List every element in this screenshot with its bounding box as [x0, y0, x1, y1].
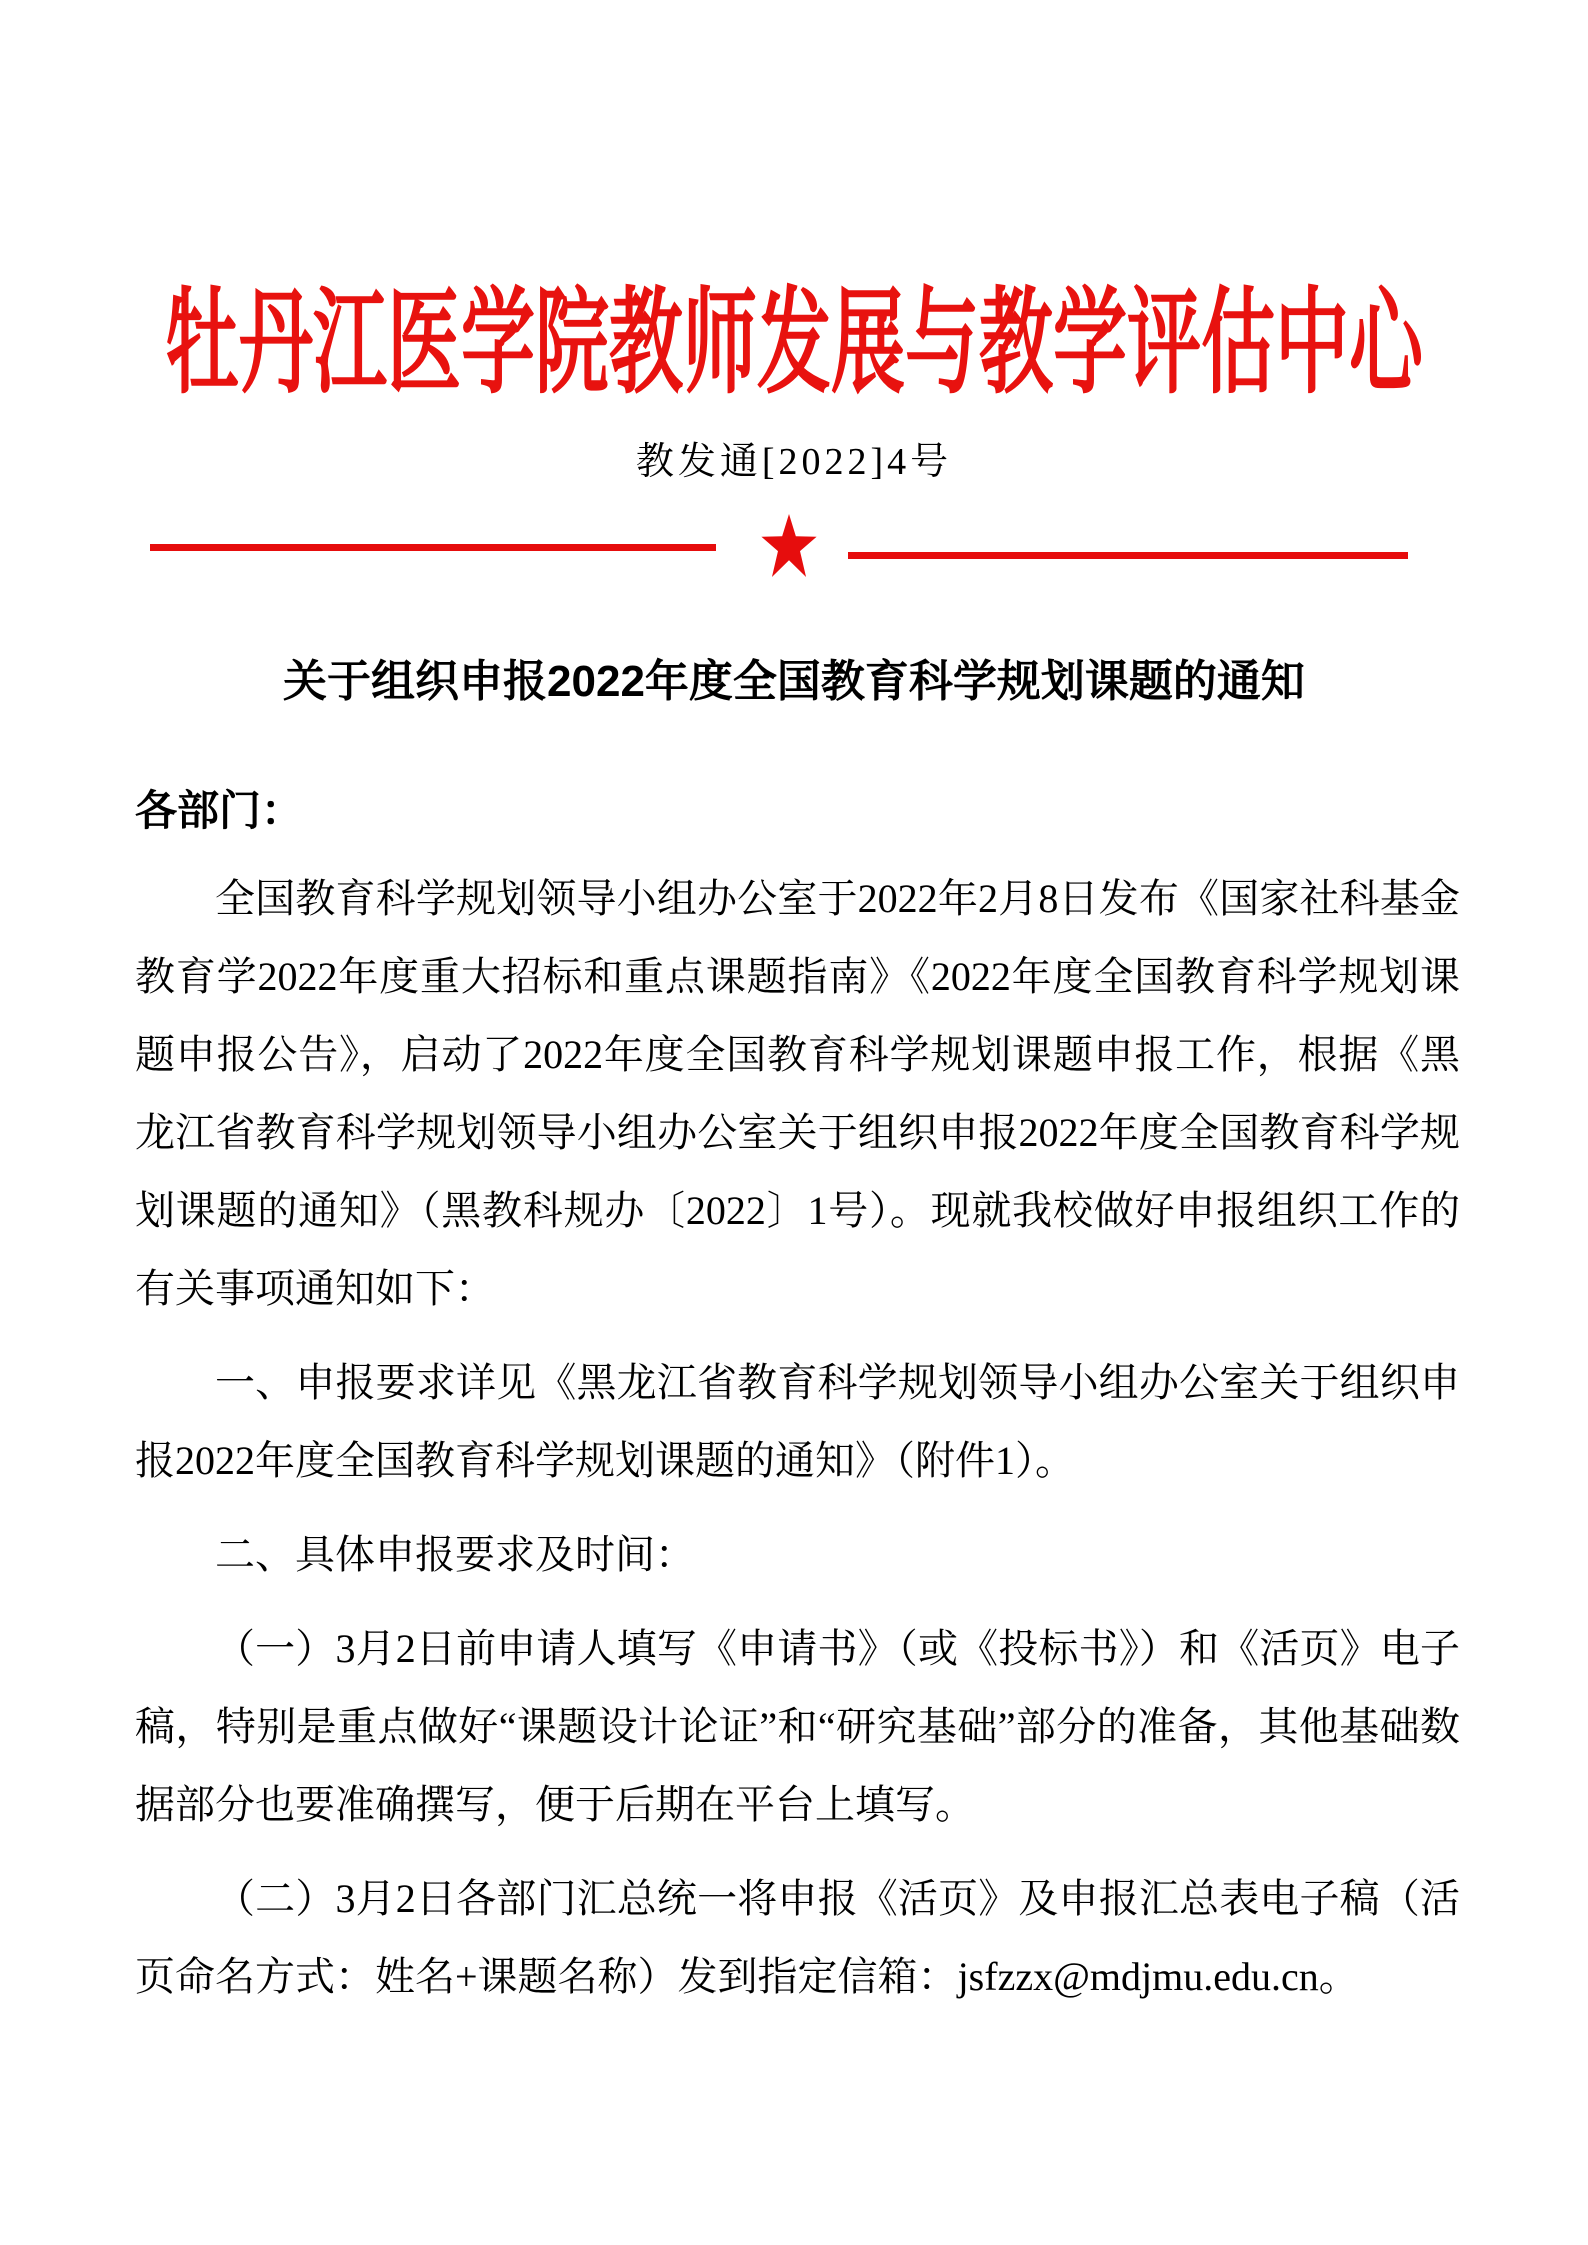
email-address: jsfzzx@mdjmu.edu.cn — [957, 1954, 1319, 1999]
paragraph-item-two: 二、具体申报要求及时间： — [215, 1532, 695, 1577]
document-title: 关于组织申报2022年度全国教育科学规划课题的通知 — [283, 657, 1305, 706]
document-body — [135, 772, 1460, 2032]
paragraph-sub-item-one: （一）3月2日前申请人填写《申请书》（或《投标书》）和《活页》电子稿，特别是重点做好“课题设计论证”和“研究基础”部分的准备，其他基础数据部分也要准确撰写，便于后期在平台上填写。 — [135, 1626, 1460, 1827]
paragraph-sub-item-two-text: （二）3月2日各部门汇总统一将申报《活页》及申报汇总表电子稿（活页命名方式：姓名+课题名称）发到指定信箱： — [135, 1876, 1460, 1999]
document-number: 教发通[2022]4号 — [635, 441, 953, 483]
red-rule-right — [848, 552, 1408, 559]
closing-period: 。 — [1318, 1954, 1359, 1999]
letterhead-org-title: 牡丹江医学院教师发展与教学评估中心 — [165, 281, 1423, 409]
red-rule-left — [150, 544, 716, 551]
paragraph-sub-item-two — [135, 1860, 1460, 2016]
red-star-icon — [760, 514, 818, 580]
salutation: 各部门： — [135, 787, 304, 834]
paragraph-intro: 全国教育科学规划领导小组办公室于2022年2月8日发布《国家社科基金教育学2022年度重大招标和重点课题指南》《2022年度全国教育科学规划课题申报公告》，启动了2022年度全国教育科学规划课题申报工作，根据《黑龙江省教育科学规划领导小组办公室关于组织申报2022年度全国教育科学规划课题的通知》（黑教科规办〔2022〕1号）。现就我校做好申报组织工作的有关事项通知如下： — [135, 876, 1460, 1311]
paragraph-item-one: 一、申报要求详见《黑龙江省教育科学规划领导小组办公室关于组织申报2022年度全国教育科学规划课题的通知》（附件1）。 — [135, 1360, 1460, 1483]
